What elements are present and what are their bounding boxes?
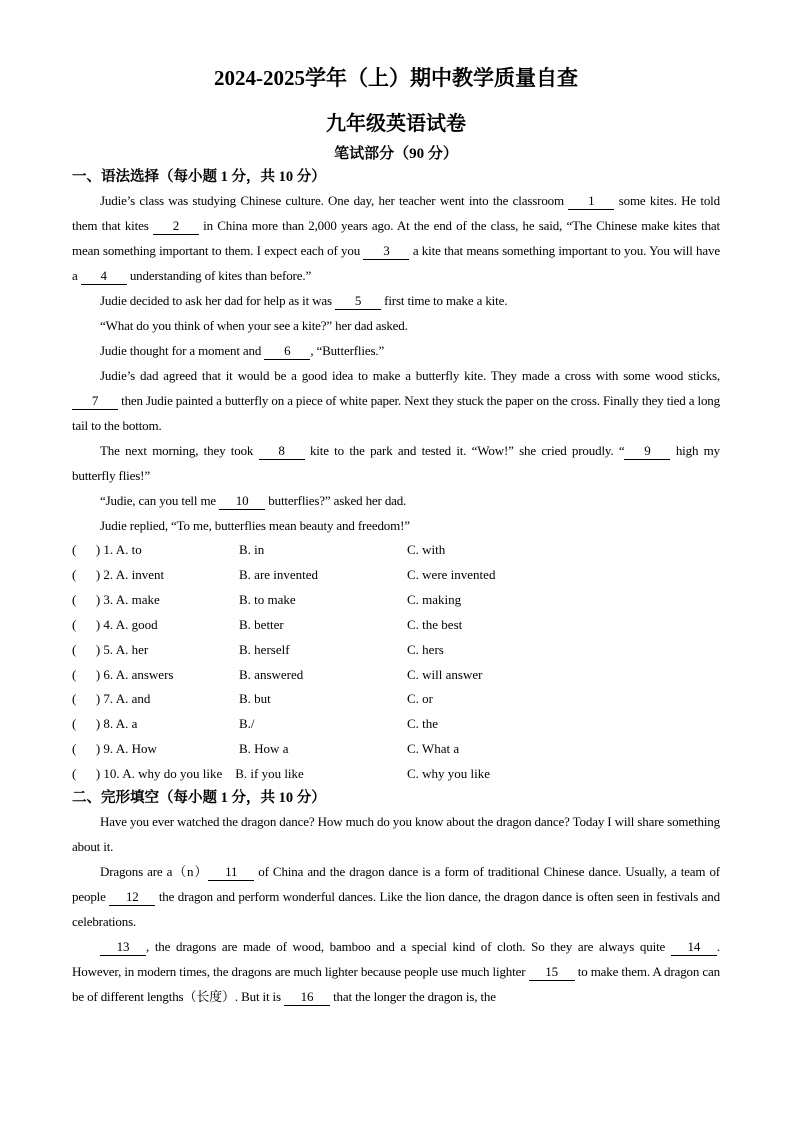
option-a: ( ) 8. A. a bbox=[72, 716, 138, 732]
blank-3: 3 bbox=[363, 243, 409, 260]
option-b: B. How a bbox=[239, 741, 289, 757]
option-a: ( ) 4. A. good bbox=[72, 616, 158, 632]
option-c: C. the bbox=[407, 716, 439, 732]
blank-8: 8 bbox=[259, 443, 305, 460]
blank-4: 4 bbox=[81, 268, 127, 285]
passage-paragraph: “Judie, can you tell me 10 butterflies?” asked her dad. bbox=[100, 493, 407, 508]
blank-16: 16 bbox=[284, 989, 330, 1006]
blank-2: 2 bbox=[153, 218, 199, 235]
option-a: ( ) 1. A. to bbox=[72, 542, 142, 557]
blank-12: 12 bbox=[109, 889, 155, 906]
part-label: 笔试部分（90 分） bbox=[334, 146, 458, 162]
passage-paragraph: Judie’s dad agreed that it would be a good idea to make a butterfly kite. They made a cross with some wood sticks, 7 then Judie painted a butterfly on a piece of white paper. Next they stuck the paper on the cross. Finally they tied a long tail to the bottom. bbox=[72, 368, 720, 433]
question-options bbox=[72, 663, 720, 688]
passage-paragraph: Have you ever watched the dragon dance? How much do you know about the dragon dance? Today I will share something about it. bbox=[72, 814, 720, 855]
passage-paragraph: Judie’s class was studying Chinese culture. One day, her teacher went into the classroom 1 some kites. He told them that kites 2 in China more than 2,000 years ago. At the end of the class, he said, “The Chinese make kites that mean something important to them. I expect each of you 3 a kite that means something important to you. You will have a 4 understanding of kites than before.” bbox=[72, 193, 720, 283]
exam-title: 2024-2025学年（上）期中教学质量自查 bbox=[214, 66, 578, 90]
question-options bbox=[72, 712, 720, 737]
option-b: B. in bbox=[239, 542, 265, 557]
option-a: ( ) 5. A. her bbox=[72, 641, 149, 657]
option-a: ( ) 9. A. How bbox=[72, 741, 157, 757]
question-options bbox=[72, 762, 720, 787]
option-b: B. better bbox=[239, 616, 284, 632]
options-list bbox=[72, 538, 720, 787]
blank-13: 13 bbox=[100, 939, 146, 956]
passage-paragraph: Judie thought for a moment and 6 , “Butterflies.” bbox=[100, 343, 385, 358]
blank-5: 5 bbox=[335, 293, 381, 310]
option-b: B. answered bbox=[239, 666, 304, 682]
exam-page bbox=[72, 64, 720, 1009]
option-a: ( ) 2. A. invent bbox=[72, 566, 165, 582]
option-c: C. hers bbox=[407, 641, 444, 657]
option-a-b: ( ) 10. A. why do you like B. if you like bbox=[72, 766, 304, 782]
section-1-heading: 一、语法选择（每小题 1 分，共 10 分） bbox=[72, 169, 326, 185]
question-options bbox=[72, 563, 720, 588]
option-c: C. What a bbox=[407, 741, 460, 757]
question-options bbox=[72, 538, 720, 563]
question-options bbox=[72, 638, 720, 663]
passage-paragraph: Judie replied, “To me, butterflies mean beauty and freedom!” bbox=[100, 518, 410, 533]
option-b: B./ bbox=[239, 716, 255, 732]
passage-paragraph: “What do you think of when your see a kite?” her dad asked. bbox=[100, 318, 408, 333]
blank-9: 9 bbox=[624, 443, 670, 460]
option-b: B. are invented bbox=[239, 566, 319, 582]
option-a: ( ) 7. A. and bbox=[72, 691, 151, 707]
passage-paragraph: 13 , the dragons are made of wood, bamboo and a special kind of cloth. So they are always quite 14 . However, in modern times, the dragons are much lighter because people use much lighter 15 to make them. A dragon can be of different lengths（长度）. But it is 16 that the longer the dragon is, the bbox=[72, 939, 720, 1005]
blank-7: 7 bbox=[72, 393, 118, 410]
option-a: ( ) 6. A. answers bbox=[72, 666, 174, 682]
blank-1: 1 bbox=[568, 193, 614, 210]
blank-15: 15 bbox=[529, 964, 575, 981]
blank-6: 6 bbox=[264, 343, 310, 360]
option-a: ( ) 3. A. make bbox=[72, 591, 160, 607]
blank-10: 10 bbox=[219, 493, 265, 510]
option-c: C. or bbox=[407, 691, 433, 707]
option-c: C. were invented bbox=[407, 566, 496, 582]
passage-paragraph: Judie decided to ask her dad for help as it was 5 first time to make a kite. bbox=[100, 293, 508, 308]
option-b: B. to make bbox=[239, 591, 296, 607]
passage-paragraph: Dragons are a（n） 11 of China and the dragon dance is a form of traditional Chinese dance. Usually, a team of people 12 the dragon and perform wonderful dances. Like the lion dance, the dragon dance is often seen in festivals and celebrations. bbox=[72, 864, 720, 930]
option-c: C. with bbox=[407, 542, 446, 557]
option-b: B. but bbox=[239, 691, 271, 707]
question-options bbox=[72, 737, 720, 762]
option-c: C. why you like bbox=[407, 766, 491, 782]
option-c: C. will answer bbox=[407, 666, 483, 682]
option-c: C. the best bbox=[407, 616, 463, 632]
question-options bbox=[72, 687, 720, 712]
question-options bbox=[72, 613, 720, 638]
blank-14: 14 bbox=[671, 939, 717, 956]
option-b: B. herself bbox=[239, 641, 290, 657]
blank-11: 11 bbox=[208, 864, 254, 881]
exam-subtitle: 九年级英语试卷 bbox=[326, 113, 466, 135]
passage-paragraph: The next morning, they took 8 kite to the park and tested it. “Wow!” she cried proudly. “ 9 high my butterfly flies!” bbox=[72, 443, 720, 483]
question-options bbox=[72, 588, 720, 613]
section-2-heading: 二、完形填空（每小题 1 分，共 10 分） bbox=[72, 790, 326, 807]
option-c: C. making bbox=[407, 591, 462, 607]
